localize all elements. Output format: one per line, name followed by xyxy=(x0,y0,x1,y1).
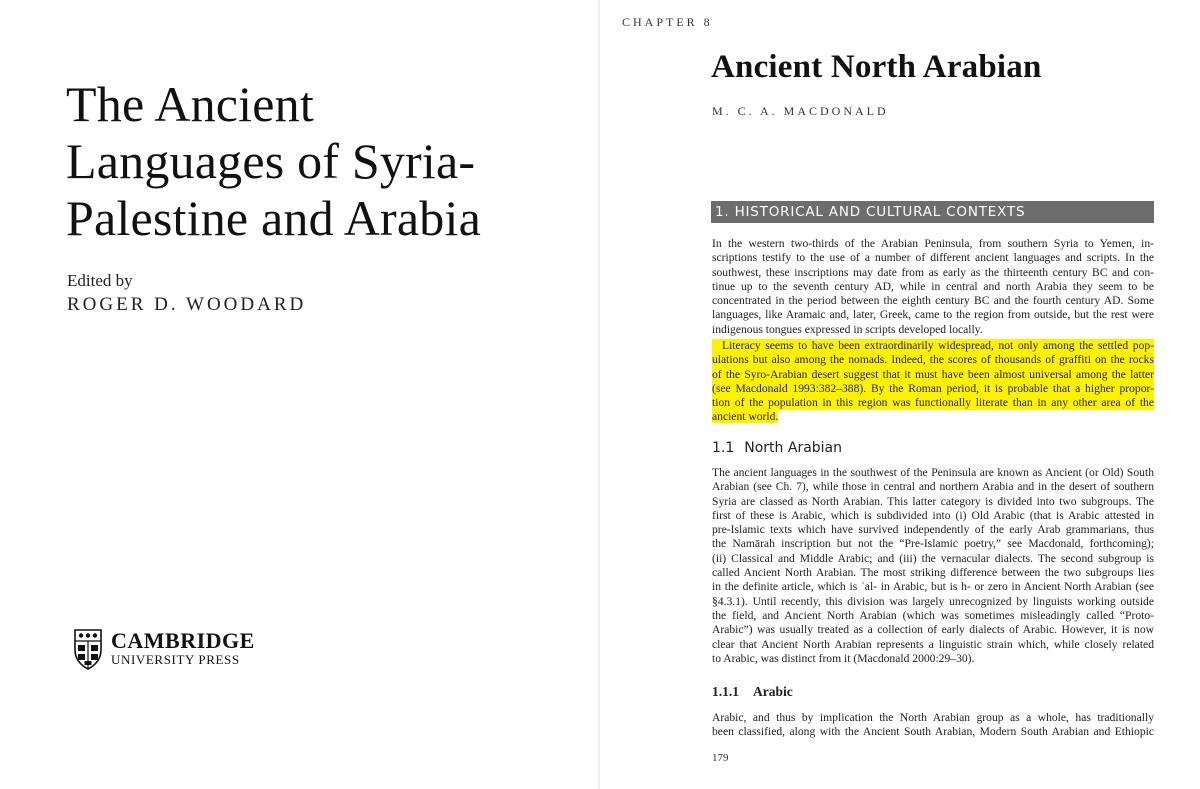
highlighted-text-line: ulations but also among the nomads. Indeed, the scores of thousands of graffiti on the rocks xyxy=(712,353,1154,367)
text-line: pre-Islamic texts which have survived independently of the early Arab grammarians, thus xyxy=(712,523,1154,537)
subsection-number: 1.1 xyxy=(712,440,735,456)
subsubsection-heading xyxy=(712,684,793,700)
text-line: first of these is Arabic, which is subdivided into (i) Old Arabic (that is Arabic attested in xyxy=(712,508,1154,522)
text-line-wrap xyxy=(712,410,1154,424)
highlighted-text-line: (see Macdonald 1993:382–388). By the Roman period, it is probable that a higher propor- xyxy=(712,381,1154,395)
text-line: Syria are classed as North Arabian. This latter category is divided into two subgroups. The xyxy=(712,494,1154,508)
text-line: Arabian (see Ch. 7), while those in central and northern Arabia and in the desert of southern xyxy=(712,480,1154,494)
subsection-heading xyxy=(712,440,842,456)
subsection-title: North Arabian xyxy=(744,440,843,456)
highlighted-paragraph-literacy xyxy=(712,339,1154,425)
text-line: In the western two-thirds of the Arabian Peninsula, from southern Syria to Yemen, in- xyxy=(712,237,1154,250)
subsubsection-number: 1.1.1 xyxy=(712,684,739,699)
highlighted-text-line: tion of the population in this region was functionally literate than in any other area of the xyxy=(712,396,1154,410)
page-number: 179 xyxy=(712,752,729,764)
text-line: scriptions testify to the use of a number of different ancient languages and scripts. In the xyxy=(712,251,1154,265)
chapter-title: Ancient North Arabian xyxy=(711,49,1042,85)
text-line: (ii) Classical and Middle Arabic; and (iii) the vernacular dialects. The second subgroup is xyxy=(712,551,1154,565)
text-line: the Namārah inscription but not the “Pre-Islamic poetry,” see Macdonald, forthcoming); xyxy=(712,537,1154,551)
text-line: tinue up to the seventh century AD, while in central and north Arabia they seem to be xyxy=(712,279,1154,293)
publisher-subtitle: UNIVERSITY PRESS xyxy=(111,652,240,667)
text-line: languages, like Aramaic and, later, Greek, came to the region from outside, but the rest were xyxy=(712,308,1154,322)
highlighted-text-line: Literacy seems to have been extraordinarily widespread, not only among the settled pop- xyxy=(712,339,1154,353)
highlighted-text-line: of the Syro-Arabian desert suggest that it must have been almost universal among the latter xyxy=(712,367,1154,381)
text-line: §4.3.1). Until recently, this division was largely unrecognized by linguists working outside xyxy=(712,594,1154,608)
paragraph-arabic xyxy=(712,711,1154,740)
text-line: called Ancient North Arabian. The most striking difference between the two subgroups lies xyxy=(712,566,1154,580)
edited-by-label: Edited by xyxy=(67,271,133,290)
text-line: southwest, these inscriptions may date from as early as the thirteenth century BC and con- xyxy=(712,265,1154,279)
text-line: Arabic, and thus by implication the North Arabian group as a whole, has traditionally xyxy=(712,711,1154,724)
chapter-label: CHAPTER 8 xyxy=(622,15,713,29)
text-line: clear that Ancient North Arabian represents a linguistic strain which, while closely related xyxy=(712,637,1154,651)
text-line: in the definite article, which is ʾal- in Arabic, but is h- or zero in Ancient North Arabian (see xyxy=(712,580,1154,594)
publisher-name: CAMBRIDGE xyxy=(111,628,255,653)
text-line: been classified, along with the Ancient South Arabian, Modern South Arabian and Ethiopic xyxy=(712,725,1154,739)
paragraph-historical-context xyxy=(712,237,1154,337)
book-title-line: The Ancient xyxy=(66,76,314,132)
chapter-page xyxy=(600,0,1200,789)
cambridge-crest-icon xyxy=(73,628,103,670)
book-title-line: Palestine and Arabia xyxy=(66,190,481,246)
text-line: to Arabic, was distinct from it (Macdonald 2000:29–30). xyxy=(712,651,975,665)
text-line: Arabic”) was usually treated as a collection of early dialects of Arabic. However, it is now xyxy=(712,623,1154,637)
subsubsection-title: Arabic xyxy=(753,684,793,699)
text-line: concentrated in the period between the eighth century BC and the fourth century AD. Some xyxy=(712,294,1154,308)
text-line: The ancient languages in the southwest of the Peninsula are known as Ancient (or Old) South xyxy=(712,466,1154,479)
section-heading: 1. HISTORICAL AND CULTURAL CONTEXTS xyxy=(711,201,1154,223)
text-line: the field, and Ancient North Arabian (which was sometimes misleadingly called “Proto- xyxy=(712,608,1154,622)
publisher-logo xyxy=(73,628,255,670)
chapter-author: M. C. A. MACDONALD xyxy=(712,104,889,118)
highlighted-text-line: ancient world. xyxy=(712,410,779,424)
editor-name: ROGER D. WOODARD xyxy=(67,294,307,315)
book-title xyxy=(66,76,566,247)
book-title-line: Languages of Syria- xyxy=(66,133,476,189)
paragraph-north-arabian xyxy=(712,466,1154,666)
text-line: indigenous tongues expressed in scripts developed locally. xyxy=(712,322,983,336)
